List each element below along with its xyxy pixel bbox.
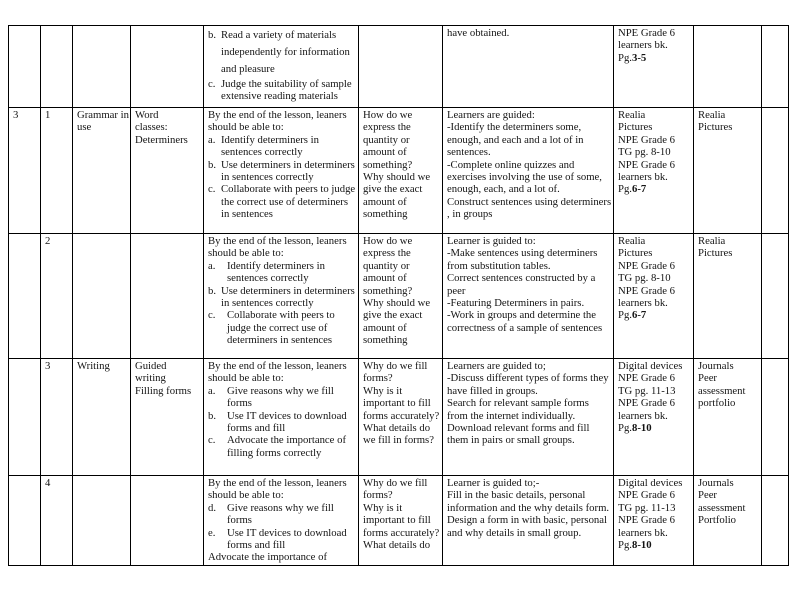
table-cell xyxy=(762,359,789,476)
text-block xyxy=(135,121,202,133)
text-block xyxy=(618,235,692,247)
text-block xyxy=(363,539,441,551)
text-block xyxy=(698,385,760,397)
text-content: Use determiners in determiners in sentences correctly xyxy=(221,158,355,184)
text-block xyxy=(698,514,760,526)
text-block xyxy=(698,502,760,514)
text-content: 3 xyxy=(45,360,51,372)
table-cell xyxy=(41,234,73,359)
list-item xyxy=(208,502,357,527)
text-block xyxy=(618,260,692,272)
table-cell xyxy=(204,234,359,359)
text-content: learners bk. xyxy=(618,297,668,310)
table-cell xyxy=(9,108,41,234)
text-block xyxy=(363,109,441,171)
text-content: learners bk. xyxy=(618,39,668,52)
table-cell xyxy=(614,476,694,566)
table-cell xyxy=(131,234,204,359)
text-content: Correct sentences constructed by a peer xyxy=(447,272,596,297)
text-block xyxy=(363,502,441,539)
list-marker: c. xyxy=(208,183,216,196)
text-content: Pg.8-10 xyxy=(618,539,652,552)
list-item xyxy=(208,78,357,103)
table-cell xyxy=(131,108,204,234)
table-cell xyxy=(359,234,443,359)
text-content: -Complete online quizzes and exercises involving the use of some, enough, each, and a lot of. xyxy=(447,158,602,196)
table-cell xyxy=(204,26,359,108)
text-block xyxy=(208,477,357,502)
table-row xyxy=(9,476,789,566)
text-block xyxy=(698,121,760,133)
text-block xyxy=(447,196,612,221)
list-marker: b. xyxy=(208,29,217,41)
text-content: NPE Grade 6 xyxy=(618,27,675,39)
text-block xyxy=(618,422,692,434)
text-block xyxy=(447,297,612,309)
text-content: Journals xyxy=(698,360,734,372)
text-block xyxy=(447,489,612,514)
text-content: Learners are guided to; xyxy=(447,360,546,372)
table-cell xyxy=(443,26,614,108)
text-block xyxy=(618,539,692,551)
table-cell xyxy=(614,108,694,234)
table-cell xyxy=(614,26,694,108)
text-content: TG pg. 8-10 xyxy=(618,272,671,285)
text-content: How do we express the quantity or amount of something? xyxy=(363,109,413,171)
text-content: Identify determiners in sentences correctly xyxy=(221,133,319,159)
list-marker: b. xyxy=(208,409,217,422)
table-cell xyxy=(762,476,789,566)
text-content: have obtained. xyxy=(447,27,510,39)
text-block xyxy=(77,109,129,134)
table-cell xyxy=(443,359,614,476)
list-marker: b. xyxy=(208,284,217,297)
text-block xyxy=(618,109,692,121)
text-block xyxy=(618,247,692,259)
text-content: 3 xyxy=(13,109,19,121)
text-content: How do we express the quantity or amount of something? xyxy=(363,235,413,297)
text-content: Use IT devices to download forms and fill xyxy=(227,409,347,435)
text-content: Why should we give the exact amount of something xyxy=(363,171,431,221)
text-content: Pictures xyxy=(698,121,733,134)
text-block xyxy=(447,247,612,272)
table-cell xyxy=(41,359,73,476)
text-content: portfolio xyxy=(698,397,736,410)
text-block xyxy=(135,372,202,384)
list-item xyxy=(208,159,357,184)
bold-page-numbers: 8-10 xyxy=(631,539,652,552)
text-block xyxy=(208,360,357,385)
text-block xyxy=(447,109,612,121)
text-block xyxy=(77,360,129,372)
table-cell xyxy=(694,234,762,359)
list-marker: a. xyxy=(208,133,216,146)
table-cell xyxy=(73,26,131,108)
text-block xyxy=(698,477,760,489)
text-block xyxy=(447,121,612,158)
list-item xyxy=(208,183,357,220)
table-cell xyxy=(694,476,762,566)
list-item xyxy=(208,309,357,346)
text-content: Pictures xyxy=(698,247,733,260)
text-block xyxy=(363,422,441,447)
text-block xyxy=(45,109,71,121)
text-content: -Featuring Determiners in pairs. xyxy=(447,297,585,310)
text-block xyxy=(135,109,202,121)
text-content: NPE Grade 6 xyxy=(618,372,675,385)
text-block xyxy=(698,360,760,372)
text-content: Pg.3-5 xyxy=(618,51,647,64)
table-cell xyxy=(762,108,789,234)
text-content: Why is it important to fill forms accurately? xyxy=(363,501,440,539)
text-block xyxy=(447,477,612,489)
table-cell xyxy=(131,476,204,566)
list-marker: c. xyxy=(208,434,216,447)
text-content: Word xyxy=(135,109,159,121)
text-content: TG pg. 11-13 xyxy=(618,384,676,397)
bold-page-numbers: 6-7 xyxy=(631,183,647,196)
text-content: Realia xyxy=(698,235,726,247)
list-marker: b. xyxy=(208,158,217,171)
text-content: Digital devices xyxy=(618,477,683,489)
text-content: Pg.8-10 xyxy=(618,422,652,435)
table-cell xyxy=(9,234,41,359)
text-content: Journals xyxy=(698,477,734,489)
bold-page-numbers: 8-10 xyxy=(631,422,652,435)
text-content: 1 xyxy=(45,109,51,121)
text-content: By the end of the lesson, leaners should be able to: xyxy=(208,109,347,134)
text-content: Filling forms xyxy=(135,384,192,397)
text-block xyxy=(618,477,692,489)
text-content: NPE Grade 6 xyxy=(618,133,675,146)
text-block xyxy=(135,385,202,397)
text-block xyxy=(618,489,692,501)
table-cell xyxy=(359,26,443,108)
table-cell xyxy=(694,26,762,108)
text-block xyxy=(698,397,760,409)
text-block xyxy=(618,397,692,409)
list-item xyxy=(208,385,357,410)
text-block xyxy=(363,171,441,221)
table-row xyxy=(9,108,789,234)
text-content: writing xyxy=(135,372,166,385)
table-row xyxy=(9,26,789,108)
table-cell xyxy=(443,234,614,359)
text-block xyxy=(208,551,357,563)
list-item xyxy=(208,410,357,435)
bold-page-numbers: 6-7 xyxy=(631,309,647,322)
list-marker: d. xyxy=(208,501,217,514)
table-cell xyxy=(9,359,41,476)
text-content: Why should we give the exact amount of something xyxy=(363,297,431,347)
text-content: Why do we fill forms? xyxy=(363,477,428,502)
table-cell xyxy=(73,359,131,476)
text-block xyxy=(447,272,612,297)
table-cell xyxy=(41,26,73,108)
text-block xyxy=(363,235,441,297)
text-block xyxy=(618,134,692,146)
text-content: Use IT devices to download forms and fill xyxy=(227,526,347,552)
text-block xyxy=(618,309,692,321)
text-block xyxy=(135,360,202,372)
text-content: learners bk. xyxy=(618,171,668,184)
text-block xyxy=(618,527,692,539)
text-content: Pictures xyxy=(618,121,653,134)
text-content: Give reasons why we fill forms xyxy=(227,384,334,410)
text-content: classes: xyxy=(135,121,168,134)
text-content: Advocate the importance of xyxy=(208,551,327,564)
list-item xyxy=(208,134,357,159)
text-block xyxy=(45,360,71,372)
text-block xyxy=(447,372,612,397)
text-block xyxy=(447,397,612,422)
bold-page-numbers: 3-5 xyxy=(631,51,647,64)
text-content: Learners are guided: xyxy=(447,109,535,121)
text-content: NPE Grade 6 xyxy=(618,397,675,410)
table-cell xyxy=(614,359,694,476)
text-block xyxy=(698,247,760,259)
text-block xyxy=(363,297,441,347)
table-cell xyxy=(204,476,359,566)
text-content: Read a variety of materials independently for information and pleasure xyxy=(221,29,350,75)
text-content: What details do xyxy=(363,539,431,552)
text-content: -Work in groups and determine the correctness of a sample of sentences xyxy=(447,309,603,334)
text-block xyxy=(618,360,692,372)
list-item xyxy=(208,527,357,552)
text-content: Peer xyxy=(698,372,717,385)
text-block xyxy=(618,39,692,51)
list-marker: c. xyxy=(208,309,216,322)
table-cell xyxy=(41,476,73,566)
table-cell xyxy=(443,108,614,234)
text-content: assessment xyxy=(698,501,746,514)
list-marker: a. xyxy=(208,259,216,272)
lesson-plan-table xyxy=(8,25,789,566)
table-cell xyxy=(41,108,73,234)
text-block xyxy=(618,502,692,514)
text-content: Writing xyxy=(77,360,110,372)
text-content: Digital devices xyxy=(618,360,683,372)
text-block xyxy=(447,159,612,196)
text-block xyxy=(618,385,692,397)
text-content: Use determiners in determiners in sentences correctly xyxy=(221,284,355,310)
text-block xyxy=(618,183,692,195)
text-content: Judge the suitability of sample extensive reading materials xyxy=(221,78,352,103)
table-cell xyxy=(131,359,204,476)
table-cell xyxy=(762,26,789,108)
text-content: Collaborate with peers to judge the correct use of determiners in sentences xyxy=(221,183,356,221)
text-content: NPE Grade 6 xyxy=(618,489,675,502)
text-content: Advocate the importance of filling forms correctly xyxy=(227,434,346,459)
table-cell xyxy=(359,476,443,566)
table-cell xyxy=(694,359,762,476)
text-content: NPE Grade 6 xyxy=(618,514,675,527)
text-block xyxy=(618,171,692,183)
list-item xyxy=(208,434,357,459)
table-body xyxy=(9,26,789,566)
text-content: Learner is guided to;- xyxy=(447,477,540,489)
text-block xyxy=(363,477,441,502)
table-row xyxy=(9,234,789,359)
list-marker: e. xyxy=(208,526,216,539)
text-content: 4 xyxy=(45,477,51,489)
text-content: TG pg. 11-13 xyxy=(618,501,676,514)
text-content: Collaborate with peers to judge the correct use of determiners in sentences xyxy=(227,309,335,347)
table-cell xyxy=(443,476,614,566)
text-block xyxy=(698,372,760,384)
table-cell xyxy=(9,476,41,566)
text-content: Guided xyxy=(135,360,167,372)
text-block xyxy=(13,109,39,121)
text-content: Determiners xyxy=(135,133,188,146)
text-content: Pg.6-7 xyxy=(618,183,647,196)
text-content: TG pg. 8-10 xyxy=(618,146,671,159)
text-content: Portfolio xyxy=(698,514,737,527)
text-block xyxy=(208,235,357,260)
text-content: assessment xyxy=(698,384,746,397)
table-cell xyxy=(359,359,443,476)
table-cell xyxy=(359,108,443,234)
table-cell xyxy=(694,108,762,234)
table-cell xyxy=(131,26,204,108)
text-block xyxy=(135,134,202,146)
table-cell xyxy=(73,476,131,566)
text-block xyxy=(618,272,692,284)
text-content: learners bk. xyxy=(618,409,668,422)
text-block xyxy=(45,235,71,247)
list-item xyxy=(208,285,357,310)
text-content: -Make sentences using determiners from substitution tables. xyxy=(447,247,598,272)
text-block xyxy=(363,360,441,385)
list-item xyxy=(208,260,357,285)
text-block xyxy=(618,121,692,133)
text-block xyxy=(45,477,71,489)
text-content: NPE Grade 6 xyxy=(618,158,675,171)
text-content: Pg.6-7 xyxy=(618,309,647,322)
text-block xyxy=(618,27,692,39)
text-block xyxy=(618,297,692,309)
text-block xyxy=(447,360,612,372)
text-block xyxy=(618,146,692,158)
text-block xyxy=(363,385,441,422)
text-content: NPE Grade 6 xyxy=(618,284,675,297)
text-block xyxy=(618,52,692,64)
text-block xyxy=(447,309,612,334)
table-cell xyxy=(204,359,359,476)
text-content: Why do we fill forms? xyxy=(363,360,428,385)
text-content: Design a form in with basic, personal and why details in small group. xyxy=(447,514,607,539)
text-content: Grammar in use xyxy=(77,109,129,134)
list-item xyxy=(208,27,357,78)
text-block xyxy=(618,514,692,526)
text-content: Fill in the basic details, personal information and the why details form. xyxy=(447,489,610,514)
text-block xyxy=(447,27,612,39)
table-cell xyxy=(614,234,694,359)
text-content: By the end of the lesson, leaners should be able to: xyxy=(208,477,347,502)
text-block xyxy=(698,235,760,247)
list-marker: a. xyxy=(208,384,216,397)
text-content: Construct sentences using determiners , in groups xyxy=(447,195,612,221)
text-content: learners bk. xyxy=(618,526,668,539)
list-marker: c. xyxy=(208,78,216,90)
text-content: NPE Grade 6 xyxy=(618,259,675,272)
text-content: 2 xyxy=(45,235,51,247)
text-content: Realia xyxy=(618,109,646,121)
table-row xyxy=(9,359,789,476)
text-content: Realia xyxy=(698,109,726,121)
text-block xyxy=(618,372,692,384)
text-block xyxy=(698,109,760,121)
text-block xyxy=(618,285,692,297)
text-content: Learner is guided to: xyxy=(447,235,536,247)
text-content: Why is it important to fill forms accurately? xyxy=(363,384,440,422)
table-cell xyxy=(204,108,359,234)
text-block xyxy=(447,422,612,447)
text-content: Identify determiners in sentences correctly xyxy=(227,259,325,285)
text-block xyxy=(208,109,357,134)
table-cell xyxy=(9,26,41,108)
text-block xyxy=(618,410,692,422)
text-content: Peer xyxy=(698,489,717,502)
text-content: Realia xyxy=(618,235,646,247)
text-block xyxy=(447,235,612,247)
text-content: By the end of the lesson, leaners should be able to: xyxy=(208,235,347,260)
text-content: What details do we fill in forms? xyxy=(363,422,434,447)
table-cell xyxy=(73,234,131,359)
text-content: Search for relevant sample forms from the internet individually. xyxy=(447,397,589,422)
text-content: -Discuss different types of forms they have filled in groups. xyxy=(447,372,609,397)
text-content: By the end of the lesson, leaners should be able to: xyxy=(208,360,347,385)
text-content: Give reasons why we fill forms xyxy=(227,501,334,527)
table-cell xyxy=(73,108,131,234)
text-block xyxy=(447,514,612,539)
table-cell xyxy=(762,234,789,359)
text-content: -Identify the determiners some, enough, and each and a lot of in sentences. xyxy=(447,121,584,159)
text-block xyxy=(698,489,760,501)
text-content: Pictures xyxy=(618,247,653,260)
text-block xyxy=(618,159,692,171)
text-content: Download relevant forms and fill them in pairs or small groups. xyxy=(447,422,590,447)
